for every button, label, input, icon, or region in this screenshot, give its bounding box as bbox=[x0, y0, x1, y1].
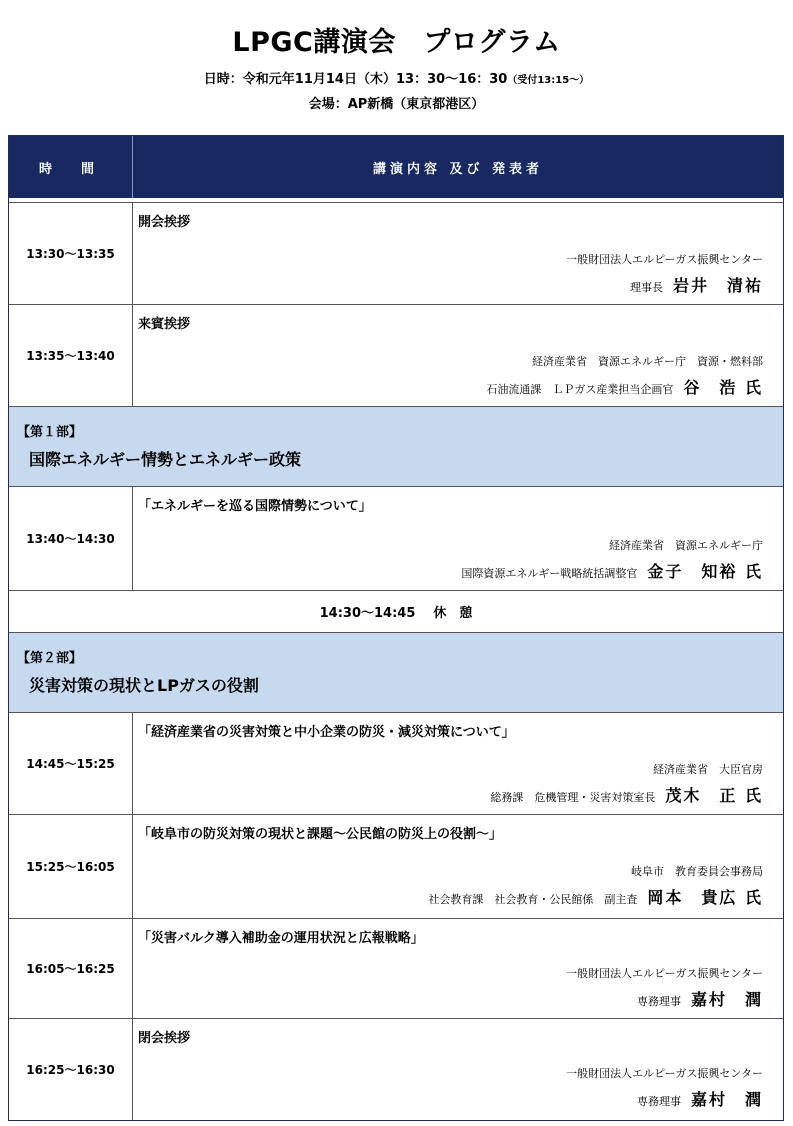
session-topic: 開会挨拶 bbox=[138, 215, 191, 230]
speaker-org: 一般財団法人エルピーガス振興センター bbox=[566, 967, 763, 980]
speaker-name: 嘉村 潤 bbox=[690, 1090, 763, 1109]
section-title: 災害対策の現状とLPガスの役割 bbox=[29, 676, 259, 695]
session-time: 13:30～13:35 bbox=[9, 203, 133, 304]
speaker-org: 岐阜市 教育委員会事務局 bbox=[631, 865, 763, 878]
break-label: 休 憩 bbox=[433, 606, 473, 621]
speaker-name: 岩井 清祐 bbox=[672, 276, 763, 295]
table-row bbox=[9, 712, 783, 814]
table-row bbox=[9, 918, 783, 1018]
datetime-text: 日時：令和元年11月14日（木）13：30～16：30 bbox=[203, 72, 508, 87]
speaker-title: 社会教育課 社会教育・公民館係 副主査 bbox=[428, 893, 638, 906]
speaker-title: 国際資源エネルギー戦略統括調整官 bbox=[461, 567, 638, 580]
session-body bbox=[133, 713, 783, 814]
section-inner bbox=[9, 633, 783, 712]
session-topic: 「災害バルク導入補助金の運用状況と広報戦略」 bbox=[138, 931, 424, 946]
table-row bbox=[9, 202, 783, 304]
speaker-name: 茂木 正 氏 bbox=[665, 786, 763, 805]
table-row bbox=[9, 1018, 783, 1120]
page-title: LPGC講演会 プログラム bbox=[232, 27, 561, 58]
session-topic: 「経済産業省の災害対策と中小企業の防災・減災対策について」 bbox=[138, 725, 515, 740]
session-time: 16:25～16:30 bbox=[9, 1019, 133, 1120]
col-time-header: 時 間 bbox=[9, 136, 133, 198]
session-topic: 閉会挨拶 bbox=[138, 1031, 191, 1046]
section-part-1 bbox=[9, 406, 783, 486]
session-body bbox=[133, 919, 783, 1018]
table-header bbox=[9, 136, 783, 198]
session-topic: 来賓挨拶 bbox=[138, 317, 191, 332]
speaker-line bbox=[630, 273, 763, 296]
session-time: 13:40～14:30 bbox=[9, 487, 133, 590]
table-row bbox=[9, 814, 783, 918]
section-tag: 【第２部】 bbox=[17, 651, 83, 666]
speaker-title: 理事長 bbox=[629, 281, 663, 294]
table-row bbox=[9, 304, 783, 406]
break-row bbox=[9, 590, 783, 632]
speaker-title: 総務課 危機管理・災害対策室長 bbox=[490, 791, 656, 804]
session-topic: 「岐阜市の防災対策の現状と課題～公民館の防災上の役割～」 bbox=[138, 827, 503, 842]
speaker-title: 専務理事 bbox=[636, 995, 681, 1008]
table-row bbox=[9, 486, 783, 590]
session-body bbox=[133, 305, 783, 406]
speaker-name: 嘉村 潤 bbox=[690, 990, 763, 1009]
speaker-title: 専務理事 bbox=[636, 1095, 681, 1108]
speaker-line bbox=[428, 885, 763, 908]
speaker-org: 一般財団法人エルピーガス振興センター bbox=[566, 253, 763, 266]
section-title: 国際エネルギー情勢とエネルギー政策 bbox=[29, 450, 302, 469]
speaker-org: 経済産業省 資源エネルギー庁 資源・燃料部 bbox=[532, 355, 763, 368]
speaker-title: 石油流通課 ＬＰガス産業担当企画官 bbox=[486, 383, 674, 396]
section-tag: 【第１部】 bbox=[17, 425, 83, 440]
col-content-header: 講演内容 及び 発表者 bbox=[372, 161, 544, 177]
program-table bbox=[8, 135, 784, 1121]
event-venue: 会場：AP新橋（東京都港区） bbox=[308, 97, 485, 112]
reception-time: （受付13:15～） bbox=[507, 75, 590, 86]
session-topic: 「エネルギーを巡る国際情勢について」 bbox=[138, 499, 372, 514]
speaker-line bbox=[461, 559, 763, 582]
session-body bbox=[133, 815, 783, 918]
session-time: 14:45～15:25 bbox=[9, 713, 133, 814]
speaker-org: 一般財団法人エルピーガス振興センター bbox=[566, 1067, 763, 1080]
section-part-2 bbox=[9, 632, 783, 712]
session-body bbox=[133, 1019, 783, 1120]
section-inner bbox=[9, 407, 783, 486]
speaker-name: 金子 知裕 氏 bbox=[647, 562, 763, 581]
speaker-line bbox=[486, 375, 763, 398]
speaker-line bbox=[490, 783, 763, 806]
session-time: 13:35～13:40 bbox=[9, 305, 133, 406]
session-time: 16:05～16:25 bbox=[9, 919, 133, 1018]
speaker-line bbox=[637, 987, 763, 1010]
speaker-org: 経済産業省 資源エネルギー庁 bbox=[609, 539, 763, 552]
speaker-name: 谷 浩 氏 bbox=[683, 378, 763, 397]
session-time: 15:25～16:05 bbox=[9, 815, 133, 918]
break-time: 14:30～14:45 bbox=[319, 606, 416, 621]
speaker-name: 岡本 貴広 氏 bbox=[647, 888, 763, 907]
session-body bbox=[133, 203, 783, 304]
event-datetime bbox=[0, 68, 793, 87]
speaker-line bbox=[637, 1087, 763, 1110]
speaker-org: 経済産業省 大臣官房 bbox=[653, 763, 763, 776]
session-body bbox=[133, 487, 783, 590]
